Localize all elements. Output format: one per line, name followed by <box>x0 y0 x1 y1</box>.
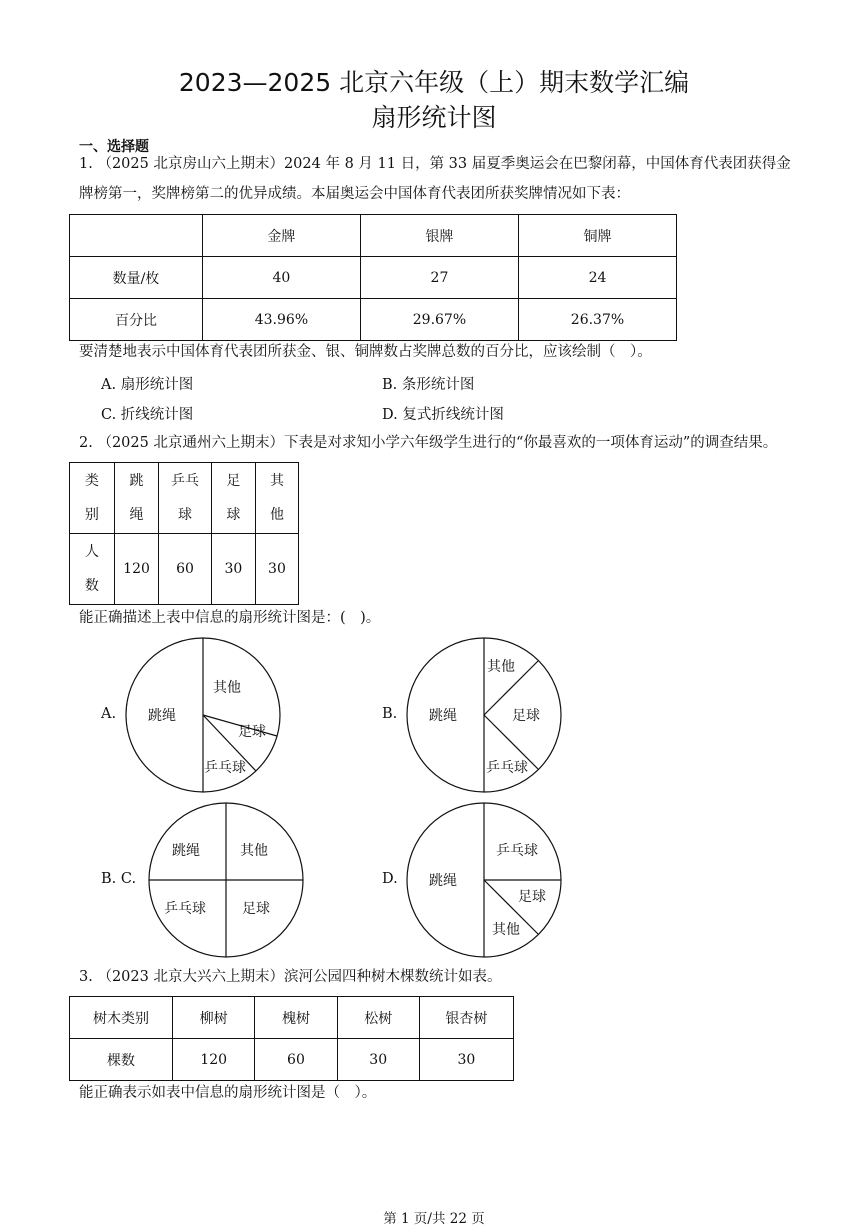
q1-header-cell: 金牌 <box>202 215 360 257</box>
pie-chart-option-a[interactable] <box>120 633 290 799</box>
pie-chart-option-c[interactable] <box>143 798 313 964</box>
q1-cell: 29.67% <box>360 299 518 341</box>
q2-cell: 人 数 <box>70 534 115 605</box>
q1-text-line2: 牌榜第一，奖牌榜第二的优异成绩。本届奥运会中国体育代表团所获奖牌情况如下表： <box>79 186 630 202</box>
q2-cell: 30 <box>211 534 255 605</box>
q2-option-a-label[interactable]: A. <box>101 706 117 722</box>
q1-option-a[interactable]: A. 扇形统计图 <box>101 377 194 393</box>
q3-cell: 60 <box>255 1039 337 1081</box>
pie-a-label-football: 足球 <box>238 724 266 740</box>
q3-text-line1: 3. （2023 北京大兴六上期末）滨河公园四种树木棵数统计如表。 <box>79 969 502 985</box>
pie-d-label-pingpong: 乒乓球 <box>496 843 538 859</box>
q3-header-cell: 银杏树 <box>419 997 513 1039</box>
q1-question: 要清楚地表示中国体育代表团所获金、银、铜牌数占奖牌总数的百分比，应该绘制（ ）。 <box>79 344 652 360</box>
q1-cell: 数量/枚 <box>70 257 203 299</box>
q2-text-line1: 2. （2025 北京通州六上期末）下表是对求知小学六年级学生进行的“你最喜欢的一项体育运动”的调查结果。 <box>79 435 778 451</box>
q2-cell: 120 <box>114 534 158 605</box>
document-subtitle: 扇形统计图 <box>371 103 497 132</box>
pie-chart-option-d[interactable] <box>401 798 571 964</box>
pie-a-label-pingpong: 乒乓球 <box>204 760 246 776</box>
q3-header-cell: 树木类别 <box>70 997 173 1039</box>
q2-option-d-label[interactable]: D. <box>382 871 398 887</box>
q3-question: 能正确表示如表中信息的扇形统计图是（ ）。 <box>79 1085 377 1101</box>
q2-cell: 30 <box>255 534 298 605</box>
pie-a-label-jump: 跳绳 <box>148 708 176 724</box>
pie-c-label-pingpong: 乒乓球 <box>164 901 206 917</box>
q1-header-cell <box>70 215 203 257</box>
q1-cell: 27 <box>360 257 518 299</box>
q1-text-line1: 1. （2025 北京房山六上期末）2024 年 8 月 11 日，第 33 届夏季奥运会在巴黎闭幕，中国体育代表团获得金 <box>79 156 791 172</box>
pie-d-label-other: 其他 <box>492 922 520 938</box>
q2-option-b-label[interactable]: B. <box>382 706 398 722</box>
pie-d-label-football: 足球 <box>518 889 546 905</box>
q2-question: 能正确描述上表中信息的扇形统计图是：( )。 <box>79 610 381 626</box>
document-title: 2023—2025 北京六年级（上）期末数学汇编 <box>178 68 690 97</box>
pie-c-label-jump: 跳绳 <box>172 843 200 859</box>
pie-b-label-jump: 跳绳 <box>429 708 457 724</box>
q2-header-cell: 乒乓 球 <box>159 463 212 534</box>
pie-chart-option-b[interactable] <box>401 633 571 799</box>
pie-b-label-football: 足球 <box>512 708 540 724</box>
pie-d-label-jump: 跳绳 <box>429 873 457 889</box>
q1-cell: 26.37% <box>518 299 676 341</box>
pie-c-label-other: 其他 <box>240 843 268 859</box>
q2-header-cell: 其 他 <box>255 463 298 534</box>
q1-cell: 40 <box>202 257 360 299</box>
q1-option-b[interactable]: B. 条形统计图 <box>382 377 475 393</box>
q1-header-cell: 铜牌 <box>518 215 676 257</box>
q2-header-cell: 类 别 <box>70 463 115 534</box>
q3-cell: 120 <box>172 1039 254 1081</box>
q1-option-c[interactable]: C. 折线统计图 <box>101 407 194 423</box>
pie-c-label-football: 足球 <box>242 901 270 917</box>
q3-header-cell: 松树 <box>337 997 419 1039</box>
q1-cell: 24 <box>518 257 676 299</box>
q3-cell: 棵数 <box>70 1039 173 1081</box>
q3-cell: 30 <box>419 1039 513 1081</box>
page-footer: 第 1 页/共 22 页 <box>383 1211 485 1227</box>
q2-cell: 60 <box>159 534 212 605</box>
q2-header-cell: 跳 绳 <box>114 463 158 534</box>
pie-a-label-other: 其他 <box>213 680 241 696</box>
section-heading: 一、选择题 <box>79 139 149 155</box>
pie-b-label-pingpong: 乒乓球 <box>486 760 528 776</box>
q3-header-cell: 槐树 <box>255 997 337 1039</box>
q1-header-cell: 银牌 <box>360 215 518 257</box>
q1-cell: 43.96% <box>202 299 360 341</box>
q1-medal-table <box>69 214 677 341</box>
pie-b-label-other: 其他 <box>487 659 515 675</box>
q3-tree-table <box>69 996 514 1081</box>
q3-cell: 30 <box>337 1039 419 1081</box>
q2-header-cell: 足 球 <box>211 463 255 534</box>
q1-cell: 百分比 <box>70 299 203 341</box>
q1-option-d[interactable]: D. 复式折线统计图 <box>382 407 504 423</box>
q3-header-cell: 柳树 <box>172 997 254 1039</box>
q2-option-c-label[interactable]: B. C. <box>101 871 137 887</box>
q2-survey-table <box>69 462 299 605</box>
